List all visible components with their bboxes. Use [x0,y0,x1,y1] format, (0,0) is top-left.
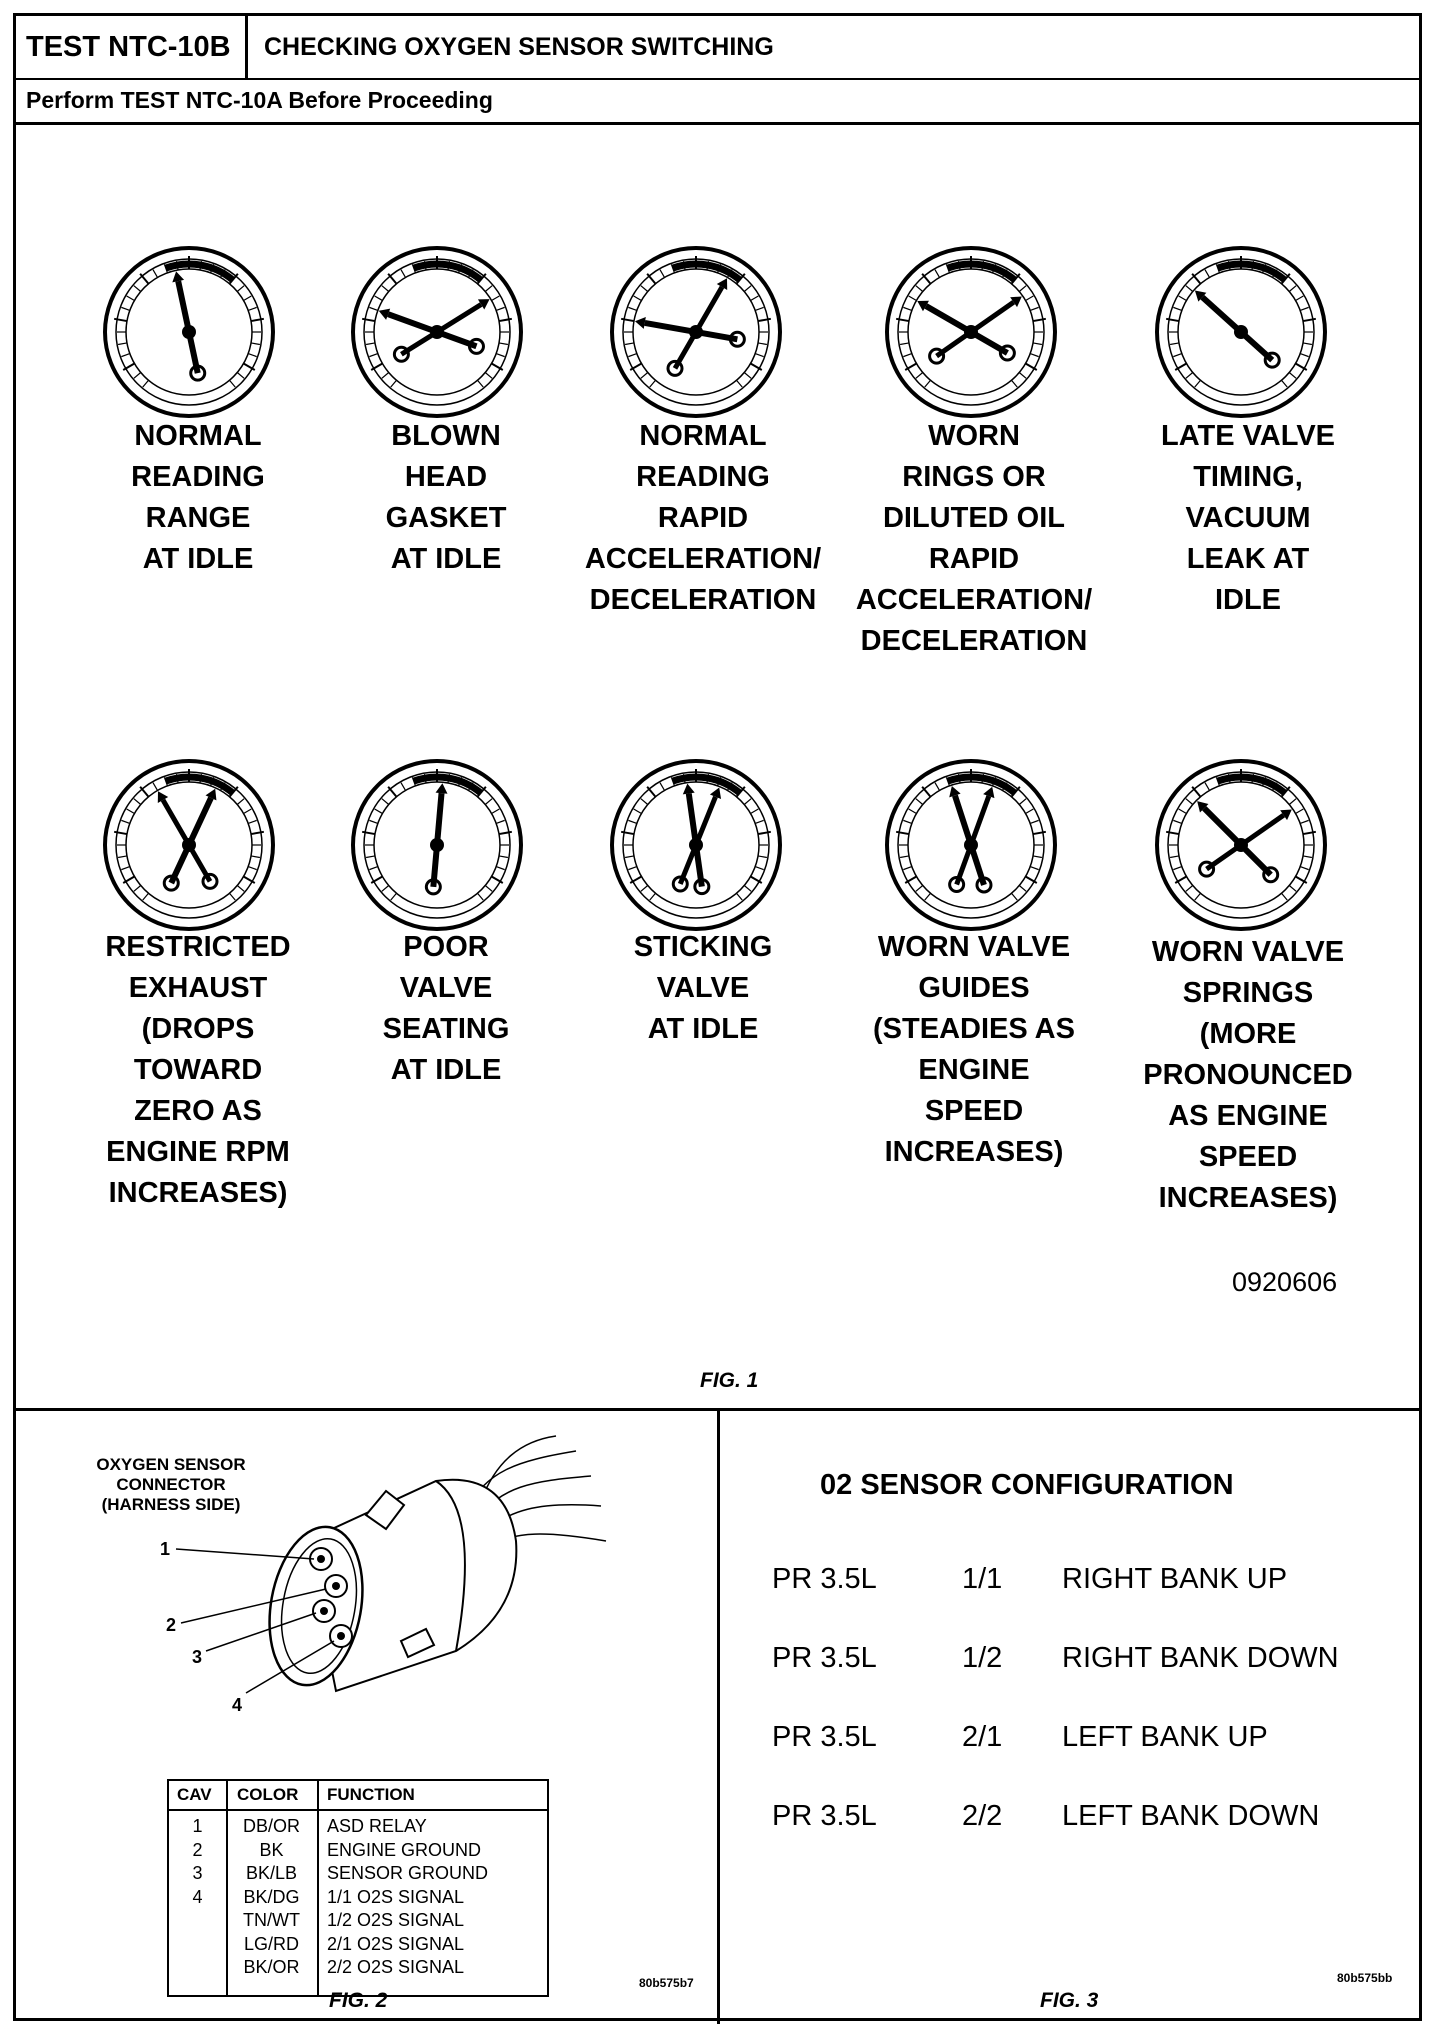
table-cell-color: BK/OR [243,1957,300,1977]
pin-function-table [167,1779,549,1997]
table-header-color: COLOR [237,1785,299,1804]
gauge-hub [182,838,196,852]
table-cell-color: DB/OR [242,1816,300,1836]
gauge-hub [430,325,444,339]
caption-gauge-1 [63,416,333,580]
config-location: RIGHT BANK UP [1062,1563,1288,1595]
caption-gauge-7 [311,927,581,1091]
gauge-blown-gasket [347,242,527,422]
connector-drawing [136,1431,616,1771]
caption-line: (MORE [1199,1018,1297,1050]
table-rule [317,1781,319,1995]
table-cell-color: TN/WT [243,1910,300,1930]
caption-line: (DROPS [141,1013,255,1045]
gauge-hub [689,325,703,339]
table-cell-cav: 3 [192,1863,203,1883]
caption-line: RAPID [657,502,749,534]
caption-line: AT IDLE [390,543,502,575]
caption-line: (STEADIES AS [873,1013,1075,1045]
caption-line: PRONOUNCED [1143,1059,1353,1091]
caption-line: READING [131,461,265,493]
caption-line: AT IDLE [142,543,254,575]
config-row [772,1721,1392,1761]
config-engine: PR 3.5L [772,1563,877,1595]
table-column-function [327,1815,547,1980]
connector-label-line: CONNECTOR [116,1475,226,1494]
caption-line: AT IDLE [647,1013,759,1045]
pin-number: 1 [160,1539,171,1559]
caption-line: BLOWN [391,420,501,452]
pin-number: 4 [232,1695,243,1715]
caption-line: INCREASES) [884,1136,1064,1168]
gauge-normal-rapid [606,242,786,422]
table-cell-color: BK/DG [243,1886,300,1907]
caption-line: WORN [928,420,1020,452]
caption-line: AS ENGINE [1168,1100,1328,1132]
table-column-cav [169,1815,226,1980]
caption-line: RANGE [145,502,251,534]
table-cell-function: 1/2 O2S SIGNAL [327,1910,465,1930]
pin-number: 2 [166,1615,177,1635]
caption-line: TIMING, [1193,461,1303,493]
caption-line: ENGINE [918,1054,1030,1086]
config-location: LEFT BANK UP [1062,1721,1268,1753]
caption-line: HEAD [404,461,488,493]
caption-line: LATE VALVE [1161,420,1335,452]
fig2-image-code: 80b575b7 [639,1976,694,1990]
caption-gauge-3 [568,416,838,621]
config-sensor: 1/1 [962,1563,1003,1595]
config-sensor: 2/1 [962,1721,1003,1753]
config-row [772,1642,1392,1682]
fig1-gauge-panel [16,122,1419,1411]
gauge-hub [689,838,703,852]
gauge-normal-idle [99,242,279,422]
caption-gauge-10 [1113,932,1383,1219]
config-location: LEFT BANK DOWN [1062,1800,1320,1832]
table-cell-function: 2/2 O2S SIGNAL [327,1957,465,1977]
config-sensor: 2/2 [962,1800,1003,1832]
config-sensor: 1/2 [962,1642,1003,1674]
caption-line: NORMAL [134,420,262,452]
caption-line: STICKING [633,931,773,963]
table-cell-cav: 1 [192,1816,203,1836]
table-cell-function: ENGINE GROUND [327,1839,482,1860]
config-engine: PR 3.5L [772,1800,877,1832]
fig3-image-code: 80b575bb [1337,1971,1393,1985]
caption-line: INCREASES) [1158,1182,1338,1214]
fig1-image-code: 0920606 [1232,1267,1338,1297]
caption-line: INCREASES) [108,1177,288,1209]
config-location: RIGHT BANK DOWN [1062,1642,1339,1674]
table-cell-function: SENSOR GROUND [327,1863,489,1883]
caption-line: IDLE [1214,584,1282,616]
gauge-worn-springs [1151,755,1331,935]
caption-line: ACCELERATION/ [855,584,1093,616]
caption-line: DECELERATION [589,584,817,616]
table-column-color [226,1815,317,1980]
gauge-worn-guides [881,755,1061,935]
fig2-label: FIG. 2 [329,1989,388,2012]
gauge-restricted-exhaust [99,755,279,935]
caption-gauge-8 [568,927,838,1050]
gauge-hub [182,325,196,339]
config-row [772,1800,1392,1840]
config-engine: PR 3.5L [772,1642,877,1674]
caption-line: AT IDLE [390,1054,502,1086]
table-cell-cav: 4 [192,1886,203,1907]
gauge-late-valve-timing [1151,242,1331,422]
gauge-sticking-valve [606,755,786,935]
table-header-function: FUNCTION [327,1785,415,1804]
gauge-hub [430,838,444,852]
test-page-frame [13,13,1422,2021]
caption-line: POOR [403,931,489,963]
table-cell-cav [169,1933,226,1957]
config-title: 02 SENSOR CONFIGURATION [820,1469,1234,1501]
table-cell-function: 2/1 O2S SIGNAL [327,1933,465,1954]
caption-line: SPEED [1198,1141,1298,1173]
table-cell-color: LG/RD [243,1933,299,1954]
caption-gauge-6 [63,927,333,1214]
connector-label-line: (HARNESS SIDE) [101,1495,241,1514]
config-engine: PR 3.5L [772,1721,877,1753]
caption-line: DECELERATION [860,625,1088,657]
gauge-hub [964,325,978,339]
caption-gauge-9 [839,927,1109,1173]
caption-line: RESTRICTED [105,931,291,963]
caption-gauge-5 [1113,416,1383,621]
caption-line: VALVE [656,972,750,1004]
caption-line: TOWARD [133,1054,263,1086]
caption-line: DILUTED OIL [882,502,1066,534]
gauge-hub [1234,325,1248,339]
caption-line: RAPID [928,543,1020,575]
caption-line: ACCELERATION/ [584,543,822,575]
connector-label-line: OXYGEN SENSOR [96,1455,246,1474]
caption-line: SPRINGS [1182,977,1314,1009]
caption-line: VALVE [399,972,493,1004]
caption-line: SEATING [382,1013,510,1045]
table-cell-cav [169,1956,226,1980]
prerequisite-row [16,78,1419,125]
prerequisite-note: Perform TEST NTC-10A Before Proceeding [26,87,493,113]
caption-line: RINGS OR [902,461,1046,493]
caption-line: VACUUM [1185,502,1311,534]
gauge-poor-valve-seating [347,755,527,935]
pin-number: 3 [192,1647,203,1667]
caption-line: ENGINE RPM [106,1136,290,1168]
caption-gauge-4 [839,416,1109,662]
caption-line: WORN VALVE [1151,936,1345,968]
table-cell-function: ASD RELAY [327,1816,427,1836]
gauge-hub [964,838,978,852]
caption-line: READING [636,461,770,493]
fig2-connector-panel [16,1411,720,2024]
caption-gauge-2 [311,416,581,580]
test-title: CHECKING OXYGEN SENSOR SWITCHING [264,33,774,61]
caption-line: LEAK AT [1186,543,1310,575]
table-cell-function: 1/1 O2S SIGNAL [327,1886,465,1907]
test-id: TEST NTC-10B [16,16,248,78]
table-header-cav: CAV [177,1785,212,1804]
caption-line: SPEED [924,1095,1024,1127]
gauge-worn-rings [881,242,1061,422]
caption-line: GUIDES [918,972,1030,1004]
fig1-label: FIG. 1 [700,1369,759,1392]
caption-line: NORMAL [639,420,767,452]
fig3-label: FIG. 3 [1040,1989,1099,2012]
caption-line: EXHAUST [128,972,268,1004]
config-row [772,1563,1392,1603]
caption-line: ZERO AS [134,1095,262,1127]
table-cell-color: BK [259,1839,284,1860]
table-cell-cav [169,1909,226,1933]
fig3-config-panel [720,1411,1422,2024]
header-row [16,16,1419,80]
caption-line: GASKET [385,502,507,534]
gauge-hub [1234,838,1248,852]
table-cell-cav: 2 [192,1839,203,1860]
caption-line: WORN VALVE [877,931,1071,963]
table-cell-color: BK/LB [245,1863,298,1883]
